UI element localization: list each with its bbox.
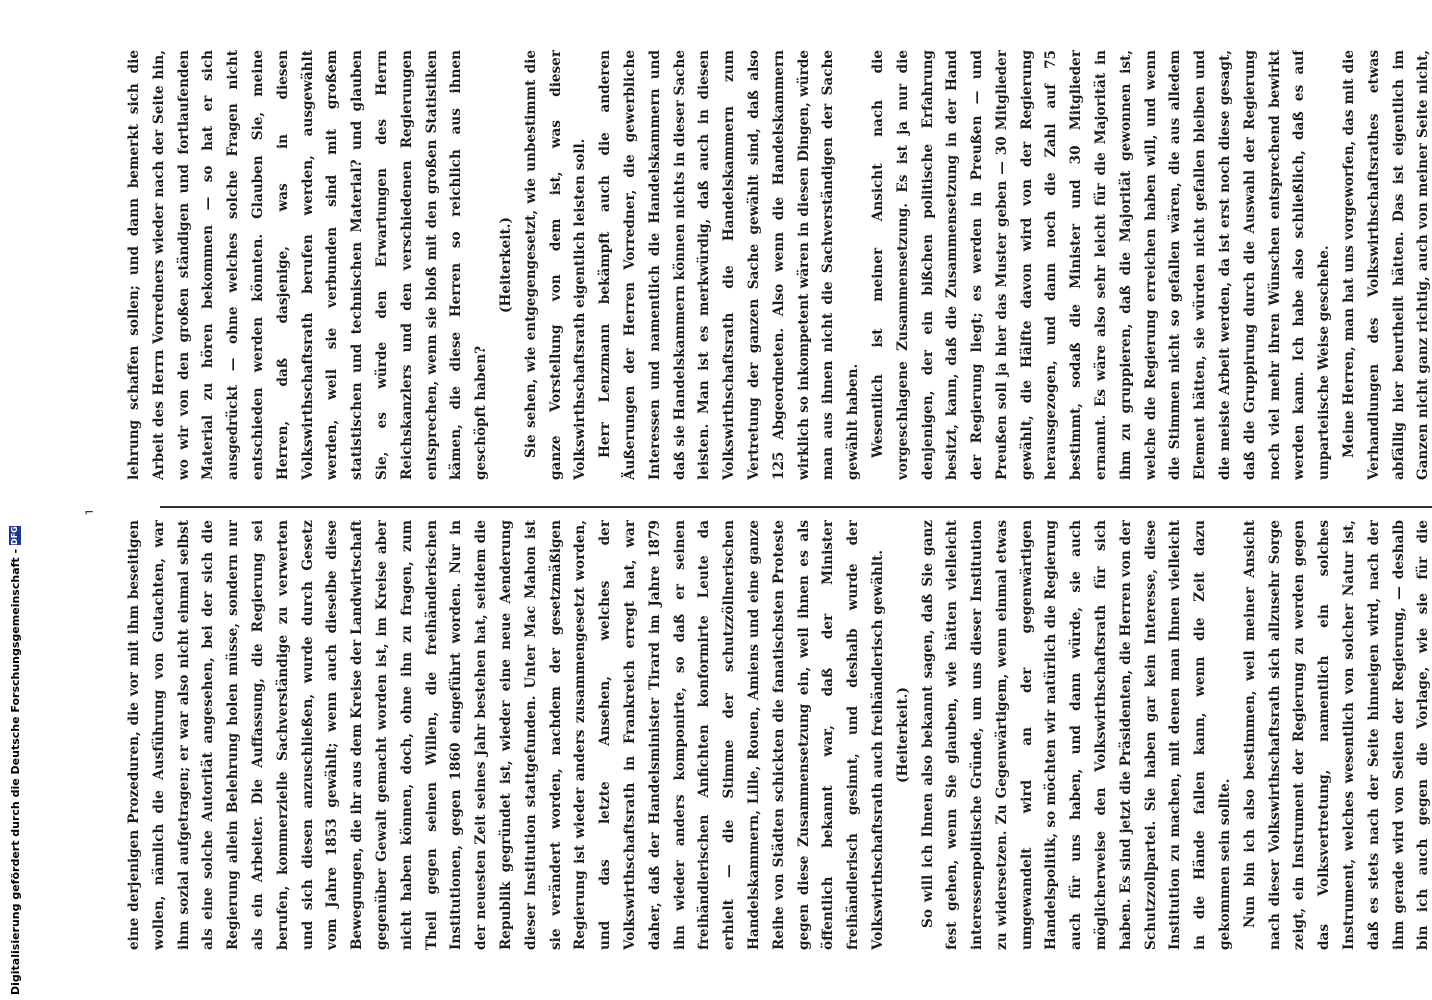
text-column-right xyxy=(122,50,1432,480)
paragraph: Meine Herren, man hat uns vorgeworfen, das mit die Verhandlungen des Volkswirthschaftsrathes etwas abfällig hier beurtheilt hätten. Das ist eigentlich im Ganzen nicht ganz richtig, auch von meiner Seite nicht, xyxy=(1341,50,1432,480)
funding-note xyxy=(5,526,25,995)
margin-mark: ⌐ xyxy=(85,505,94,521)
paragraph: Wesentlich ist meiner Ansicht nach die vorgeschlagene Zusammensetzung. Es ist ja nur die denjenigen, der ein bißchen politische Erfahrung besitzt, kann, daß die Zusammensetzung in der Hand der Regierung liegt; es werden in Preußen — und Preußen soll ja hier das Muster geben — 30 Mitglieder gewählt, die Hälfte davon wird von der Regierung herausgezogen, und dann noch die Zahl auf 75 bestimmt, sodaß die Minister und 30 Mitglieder ernannt. Es wäre also sehr leicht für die Majorität in ihm zu gruppieren, daß die Majorität gewonnen ist, welche die Regierung erreichen haben will, und wenn die Stimmen nicht so gefallen wären, die aus alledem Element hätten, sie würden nicht gefallen bleiben und die meiste Arbeit werden, da ist erst noch diese gesagt, daß die Gruppirung durch die Auswahl der Regierung noch viel mehr ihren Wünschen entsprechend bewirkt werden kann. Ich habe also schließlich, daß es auf unparteiische Weise geschehe. xyxy=(869,50,1333,480)
paragraph: lehrung schaffen sollen; und dann bemerkt sich die Arbeit des Herrn Vorredners wieder nach der Seite hin, wo wir von den großen ständigen und fortlaufenden Material zu hören bekommen — so hat er sich ausgedrückt — ohne welches solche Fragen nicht entschieden werden könnten. Glauben Sie, meine Herren, daß dasjenige, was in diesen Volkswirthschaftsrath berufen werden, ausgewählt werden, weil sie verbunden sind mit großem statistischen und technischen Material? und glauben Sie, es würde den Erwartungen des Herrn Reichskanzlers und den verschiedenen Regierungen entsprechen, wenn sie bloß mit den großen Statistiken kämen, die diese Herren so reichlich aus ihnen geschöpft haben? xyxy=(126,50,490,480)
paragraph: Nun bin ich also bestimmen, weil meiner Ansicht nach dieser Volkswirthschaftsrath sich allzusehr Sorge zeigt, ein Instrument der Regierung zu werden gegen das Volksvertretung, namentlich ein solches Instrument, welches wesentlich von solcher Natur ist, daß es stets nach der Seite hinneigen wird, nach der ihm gerade wird von Seiten der Regierung, — deshalb bin ich auch gegen die Vorlage, wie sie für die xyxy=(1241,520,1432,950)
paragraph: Sie sehen, wie entgegengesetzt, wie unbestimmt die ganze Vorstellung von dem ist, was dieser Volkswirthschaftsrath eigentlich leisten soll. xyxy=(522,50,589,480)
funding-text: Digitalisierung gefördert durch die Deutsche Forschungsgemeinschaft - xyxy=(8,548,22,995)
dfg-logo: DFG xyxy=(10,526,19,545)
interjection: (Heiterkeit.) xyxy=(497,217,514,313)
paragraph: Herr Lenzmann bekämpft auch die anderen Äußerungen der Herren Vorredner, die gewerbliche Interessen und namentlich die Handelskammern und daß sie Handelskammern können nichts in dieser Sache leisten. Man ist es merkwürdig, daß auch in diesen Volkswirthschaftsrath die Handelskammern zum Vertretung der ganzen Sache gewählt sind, daß also 125 Abgeordneten. Also wenn die Handelskammern wirklich so inkompetent wären in diesen Dingen, würde man aus ihnen nicht die Sachverständigen der Sache gewählt haben. xyxy=(597,50,862,480)
paragraph: So will ich Ihnen also bekannt sagen, daß Sie ganz fest gehen, wenn Sie glauben, wie hätten vielleicht interessenpolitische Gründe, um uns dieser Institution zu widersetzen. Zu Gegenwärtigem, wenn einmal etwas umgewandelt wird an der gegenwärtigen Handelspolitik, so möchten wir natürlich die Regierung auch für uns haben, und dann würde, sie auch möglicherweise den Volkswirthschaftsrath für sich haben. Es sind jetzt die Präsidenten, die Herren von der Schutzzollpartei. Sie haben gar kein Interesse, diese Institution zu machen, mit denen man Ihnen vielleicht in die Hände fallen kann, wenn die Zeit dazu gekommen sein sollte. xyxy=(919,520,1234,950)
text-column-left xyxy=(122,520,1432,950)
interjection: (Heiterkeit.) xyxy=(894,687,911,783)
column-divider xyxy=(160,506,1432,508)
paragraph: eine derjenigen Prozeduren, die vor mit ihm beseitigen wollen, nämlich die Ausführung von Gutachten, war ihm sozial aufgetragen; er war also nicht einmal selbst als eine solche Autorität angesehen, bei der sich die Regierung allein Belehrung holen müsse, sondern nur als ein Arbeiter. Die Auffassung, die Regierung sei berufen, kommerzielle Sachverständige zu verwerten und sich diesen anzuschließen, wurde durch Gesetz vom Jahre 1853 gewählt; wenn auch dieselbe diese Bewegungen, die ihr aus dem Kreise der Landwirtschaft gegenüber Gewalt gemacht worden ist, im Kreise aber nicht haben können, doch, ohne ihn zu fragen, zum Theil gegen seinen Willen, die freihändlerischen Institutionen, gegen 1860 eingeführt worden. Nur in der neuesten Zeit seines Jahr bestehen hat, seitdem die Republik gegründet ist, wieder eine neue Aenderung dieser Institution stattgefunden. Unter Mac Mahon ist sie verändert worden, nachdem der gesetzmäßigen Regierung ist wieder anders zusammengesetzt worden, und das letzte Ansehen, welches der Volkswirthschaftsrath in Frankreich erregt hat, war daher, daß der Handelsminister Tirard im Jahre 1879 ihn wieder anders komponirte, so daß er seinen freihändlerischen Anfichten konformirte Leute da erhielt — die Stimme der schutzzöllnerischen Handelskammern, Lille, Rouen, Amiens und eine ganze Reihe von Städten schickten die fanatischsten Proteste gegen diese Zusammensetzung ein, weil ihnen es als öffentlich bekannt war, daß der Minister freihändlerisch gesinnt, und deshalb wurde der Volkswirthschaftsrath auch freihändlerisch gewählt. xyxy=(126,520,886,950)
